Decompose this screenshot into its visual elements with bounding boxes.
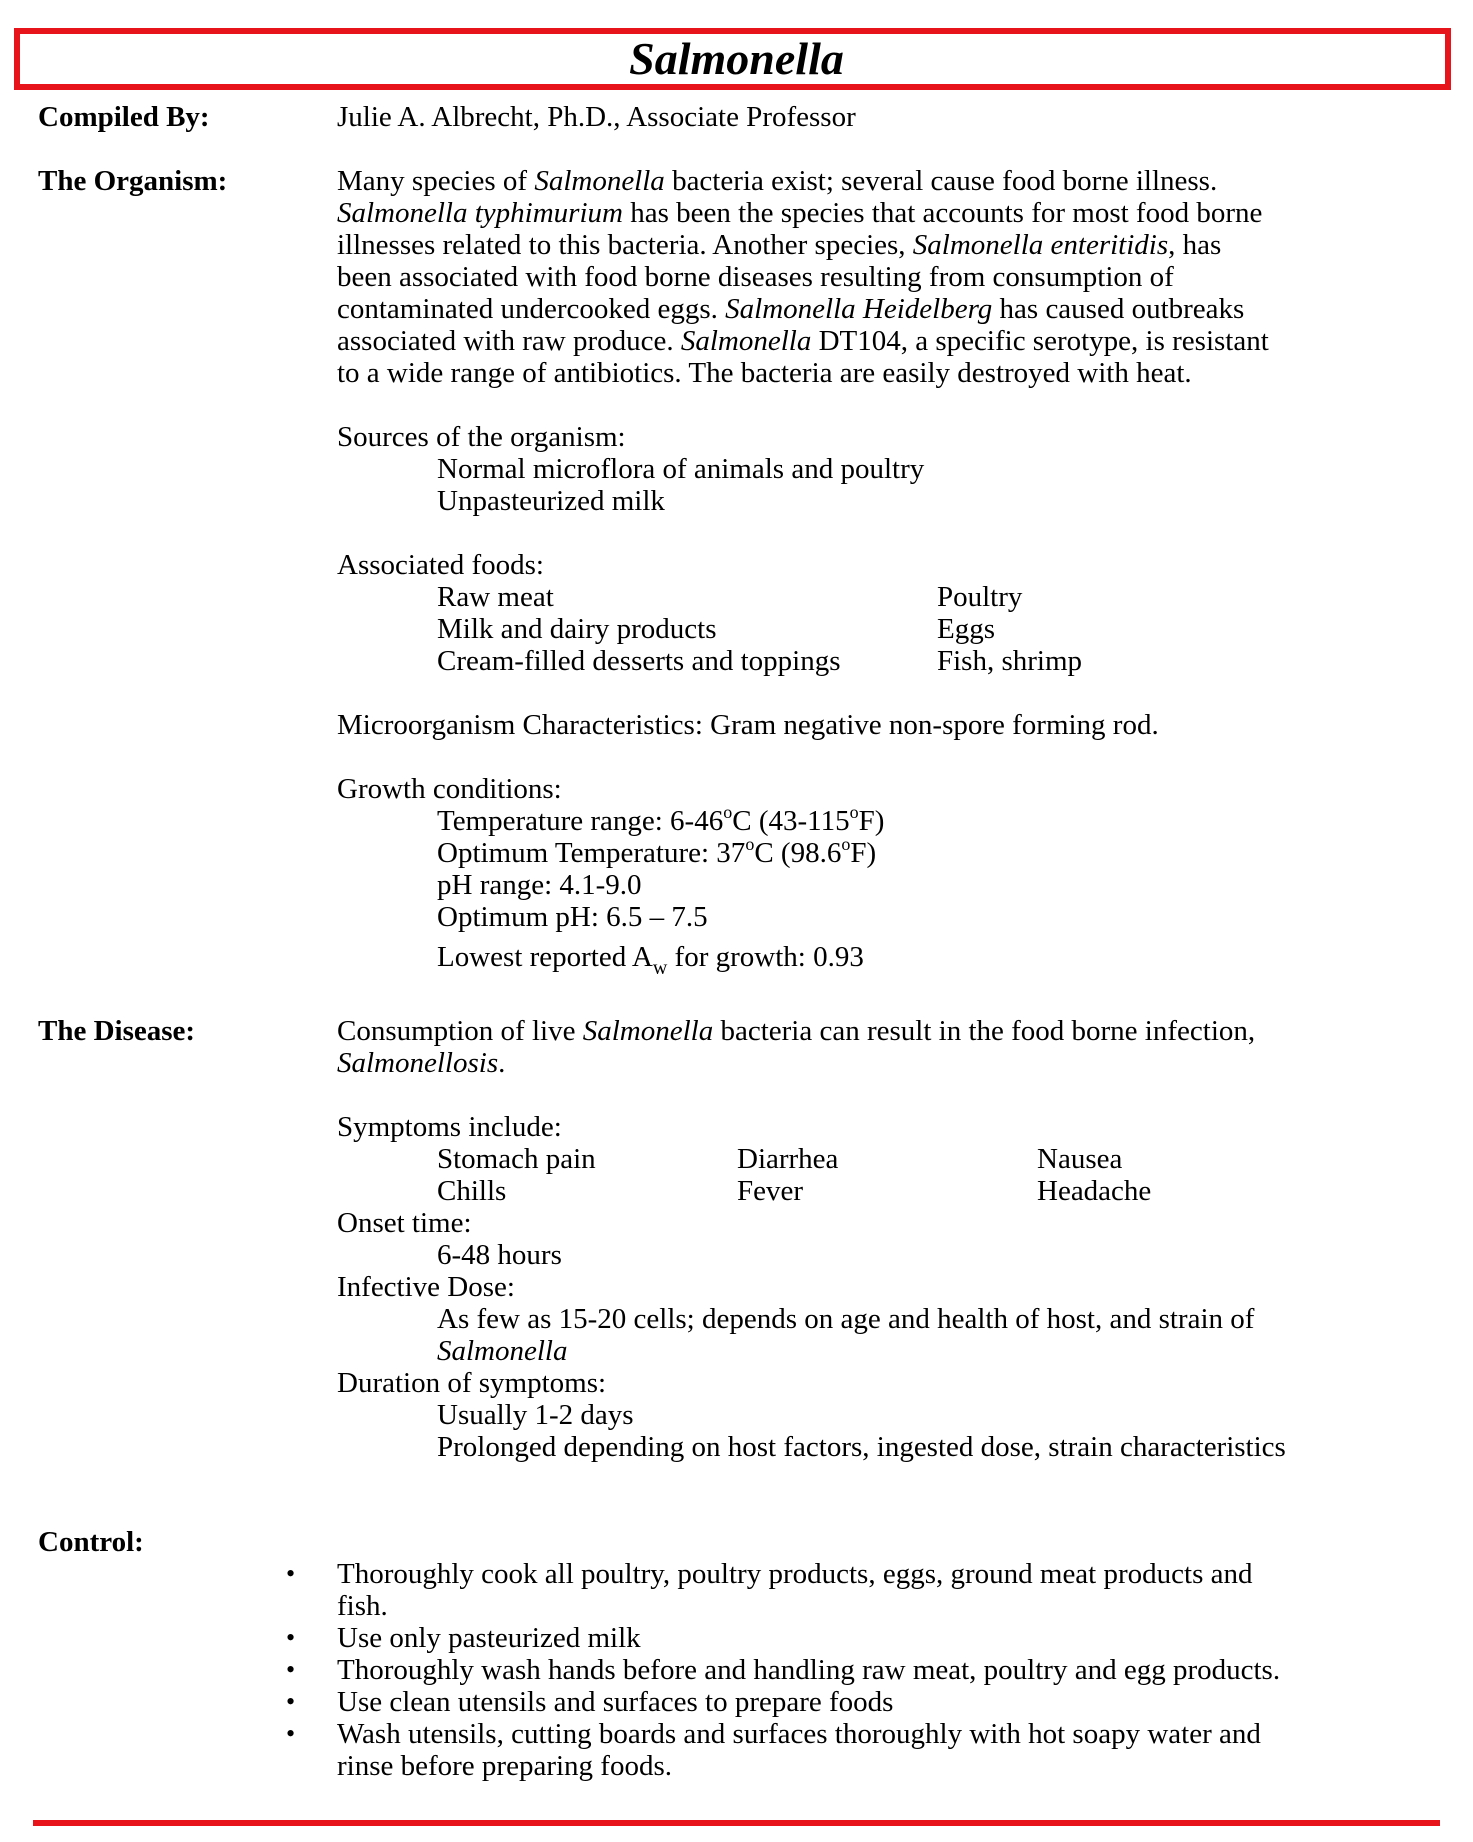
bullet-icon: • [286,1655,296,1684]
dose-value: As few as 15-20 cells; depends on age and health of host, and strain of [437,1303,1255,1335]
organism-paragraph-line: illnesses related to this bacteria. Another species, Salmonella enteritidis, has [337,229,1222,261]
symptoms-heading: Symptoms include: [337,1111,562,1143]
disease-label: The Disease: [38,1015,196,1047]
organism-paragraph-line: Many species of Salmonella bacteria exist; several cause food borne illness. [337,165,1218,197]
disease-paragraph-line: Salmonellosis. [337,1047,506,1079]
organism-label: The Organism: [38,165,228,197]
foods-heading: Associated foods: [337,549,544,581]
duration-item: Usually 1-2 days [437,1399,634,1431]
control-item: Use clean utensils and surfaces to prepare foods [337,1686,894,1718]
dose-heading: Infective Dose: [337,1271,515,1303]
onset-heading: Onset time: [337,1207,472,1239]
growth-water-activity: Lowest reported $A_w$ for growth: 0.93 [437,941,864,979]
control-item: Use only pasteurized milk [337,1622,641,1654]
symptom-item: Diarrhea [737,1143,839,1175]
food-item: Fish, shrimp [937,645,1083,677]
sources-heading: Sources of the organism: [337,421,626,453]
organism-paragraph-line: Salmonella typhimurium has been the species that accounts for most food borne [337,197,1263,229]
disease-paragraph-line: Consumption of live Salmonella bacteria can result in the food borne infection, [337,1015,1256,1047]
organism-paragraph-line: been associated with food borne diseases resulting from consumption of [337,261,1174,293]
food-item: Raw meat [437,581,554,613]
food-item: Cream-filled desserts and toppings [437,645,841,677]
symptom-item: Stomach pain [437,1143,596,1175]
control-item: Wash utensils, cutting boards and surfaces thoroughly with hot soapy water and [337,1718,1261,1750]
source-item: Unpasteurized milk [437,485,665,517]
food-item: Eggs [937,613,995,645]
bullet-icon: • [286,1687,296,1716]
bullet-icon: • [286,1623,296,1652]
growth-optimum-temperature: Optimum Temperature: 37$^o$C (98.6$^o$F) [437,834,877,869]
control-item: rinse before preparing foods. [337,1750,672,1782]
growth-temperature-range: Temperature range: 6-46$^o$C (43-115$^o$F) [437,802,885,837]
bottom-divider [33,1820,1440,1826]
food-item: Milk and dairy products [437,613,717,645]
control-label: Control: [38,1526,144,1558]
symptom-item: Headache [1037,1175,1152,1207]
control-item: Thoroughly cook all poultry, poultry products, eggs, ground meat products and [337,1558,1253,1590]
onset-value: 6-48 hours [437,1239,562,1271]
growth-heading: Growth conditions: [337,773,562,805]
organism-paragraph-line: associated with raw produce. Salmonella DT104, a specific serotype, is resistant [337,325,1269,357]
organism-paragraph-line: contaminated undercooked eggs. Salmonella Heidelberg has caused outbreaks [337,293,1245,325]
growth-ph-range: pH range: 4.1-9.0 [437,869,642,901]
control-item: fish. [337,1590,388,1622]
growth-optimum-ph: Optimum pH: 6.5 – 7.5 [437,901,708,933]
page-title: Salmonella [629,33,844,84]
duration-item: Prolonged depending on host factors, ingested dose, strain characteristics [437,1431,1286,1463]
food-item: Poultry [937,581,1023,613]
bullet-icon: • [286,1559,296,1588]
source-item: Normal microflora of animals and poultry [437,453,925,485]
compiled-by-label: Compiled By: [38,101,210,133]
symptom-item: Nausea [1037,1143,1123,1175]
dose-value-organism: Salmonella [437,1335,568,1367]
organism-paragraph-line: to a wide range of antibiotics. The bacteria are easily destroyed with heat. [337,357,1192,389]
control-item: Thoroughly wash hands before and handling raw meat, poultry and egg products. [337,1654,1281,1686]
symptom-item: Fever [737,1175,804,1207]
duration-heading: Duration of symptoms: [337,1367,607,1399]
characteristics-text: Microorganism Characteristics: Gram negative non-spore forming rod. [337,709,1159,741]
bullet-icon: • [286,1719,296,1748]
compiled-by-value: Julie A. Albrecht, Ph.D., Associate Professor [337,101,856,133]
symptom-item: Chills [437,1175,507,1207]
